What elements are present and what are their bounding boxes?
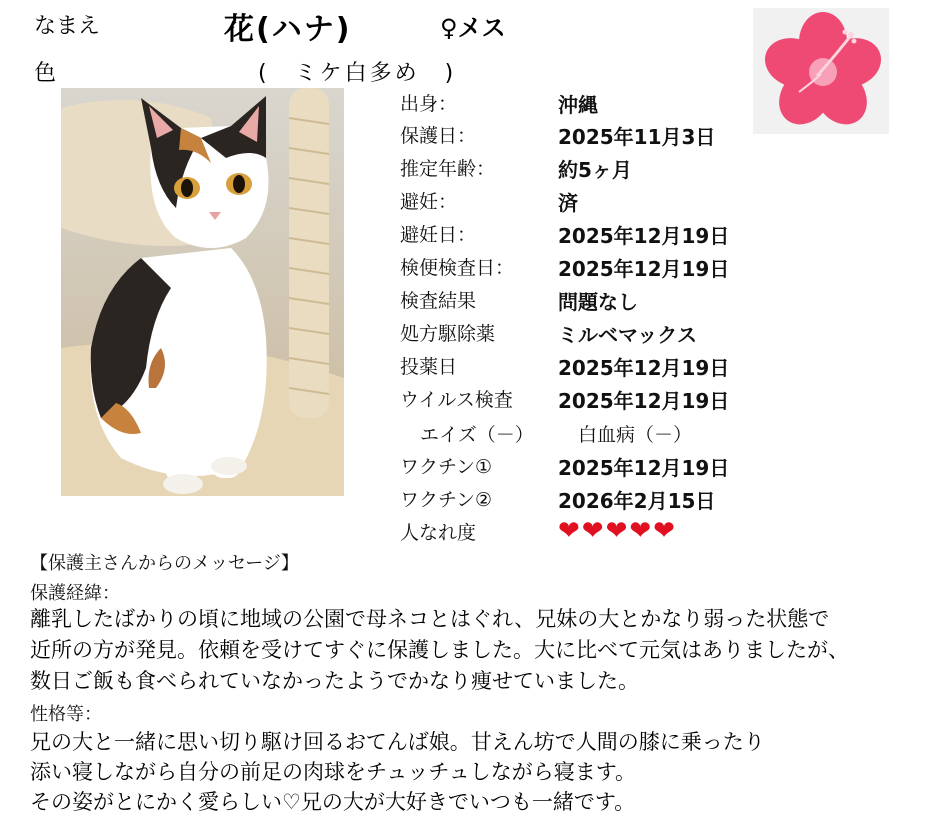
info-value: 沖縄: [558, 93, 598, 117]
friendliness-label: 人なれ度: [400, 522, 477, 544]
info-key: 検査結果: [400, 290, 477, 312]
personality-label: 性格等：: [30, 704, 102, 725]
cat-name: 花(ハナ): [224, 12, 352, 47]
info-key: 保護日：: [400, 125, 477, 147]
info-value: 2025年12月19日: [558, 257, 730, 281]
background-line-2: 近所の方が発見。依頼を受けてすぐに保護しました。大に比べて元気はありましたが、: [30, 638, 849, 662]
info-value: 済: [558, 191, 578, 215]
virus-felv-result: 白血病（－）: [578, 424, 693, 446]
info-value: ミルベマックス: [558, 323, 697, 347]
background-label: 保護経緯：: [30, 583, 120, 604]
name-label: なまえ: [34, 14, 101, 39]
info-value: 2025年12月19日: [558, 389, 730, 413]
vaccine-key: ワクチン①: [400, 456, 493, 478]
hibiscus-icon: [753, 8, 889, 134]
vaccine-value: 2026年2月15日: [558, 489, 716, 513]
info-key: 検便検査日：: [400, 257, 515, 279]
info-key: 出身：: [400, 93, 458, 115]
virus-fiv-result: エイズ（－）: [420, 424, 534, 446]
info-key: ウイルス検査: [400, 389, 513, 411]
info-key: 避妊：: [400, 191, 458, 213]
cat-photo: [61, 88, 344, 496]
info-value: 2025年12月19日: [558, 356, 730, 380]
personality-line-2: 添い寝しながら自分の前足の肉球をチュッチュしながら寝ます。: [30, 760, 637, 784]
color-value: ( ミケ白多め ): [258, 61, 457, 86]
personality-line-3: その姿がとにかく愛らしい♡兄の大が大好きでいつも一緒です。: [30, 790, 636, 814]
info-value: 約5ヶ月: [558, 158, 632, 182]
info-key: 処方駆除薬: [400, 323, 496, 345]
friendliness-hearts: ❤❤❤❤❤: [558, 516, 677, 546]
info-value: 2025年11月3日: [558, 125, 716, 149]
background-line-1: 離乳したばかりの頃に地域の公園で母ネコとはぐれ、兄妹の大とかなり弱った状態で: [30, 607, 830, 631]
info-value: 問題なし: [558, 290, 638, 314]
vaccine-value: 2025年12月19日: [558, 456, 730, 480]
color-label: 色: [34, 61, 57, 86]
message-heading: 【保護主さんからのメッセージ】: [30, 553, 299, 574]
personality-line-1: 兄の大と一緒に思い切り駆け回るおてんば娘。甘えん坊で人間の膝に乗ったり: [30, 730, 765, 754]
info-key: 投薬日: [400, 356, 458, 378]
vaccine-key: ワクチン②: [400, 489, 493, 511]
info-value: 2025年12月19日: [558, 224, 730, 248]
sex-label: ♀メス: [440, 14, 506, 42]
info-key: 推定年齢：: [400, 158, 496, 180]
info-key: 避妊日：: [400, 224, 477, 246]
background-line-3: 数日ご飯も食べられていなかったようでかなり痩せていました。: [30, 669, 639, 693]
